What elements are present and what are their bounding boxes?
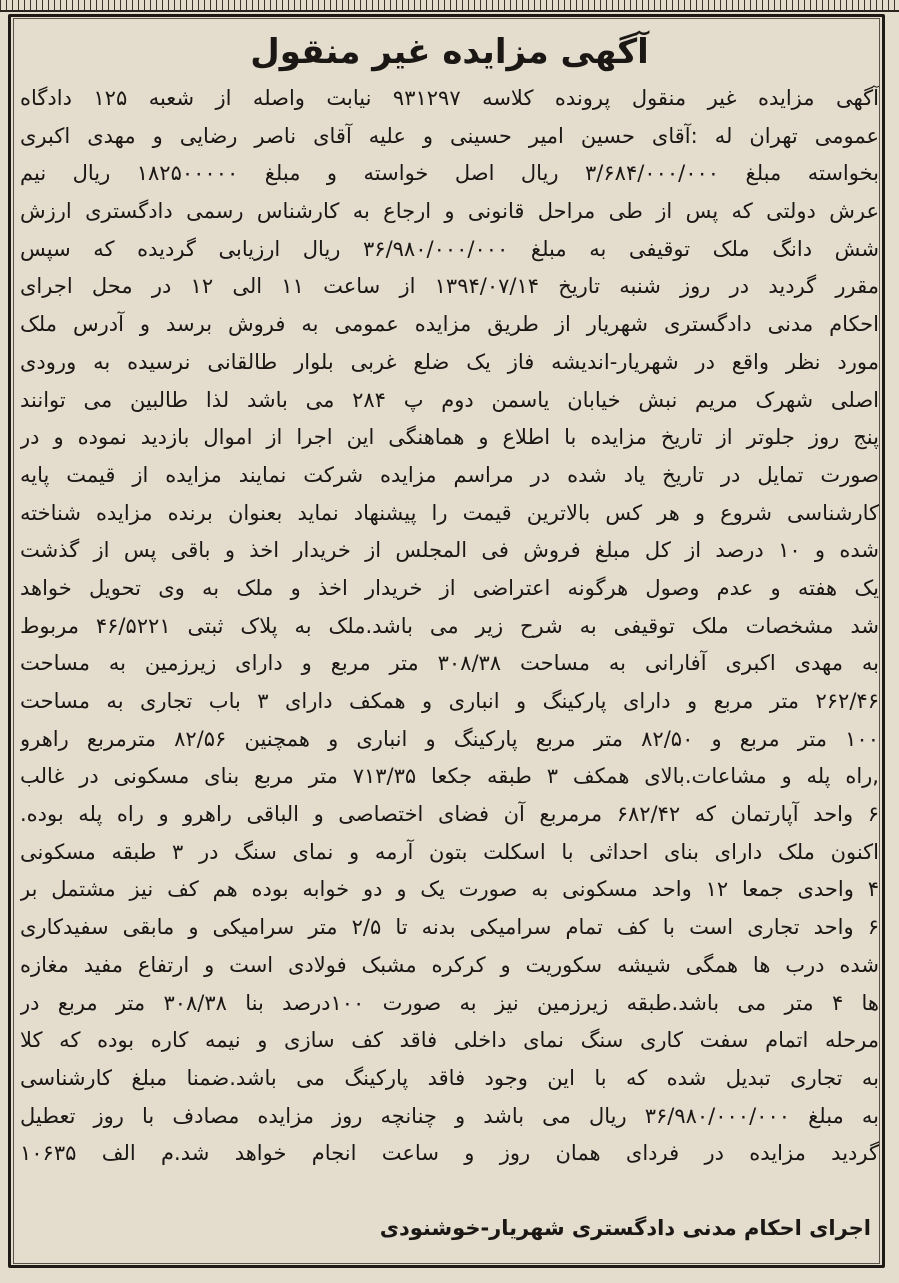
notice-body-line: ۲۶۲/۴۶ متر مربع و دارای پارکینگ و انباری و همکف دارای ۳ باب تجاری به مساحت: [20, 689, 879, 713]
notice-body-line: ۶ واحد آپارتمان که ۶۸۲/۴۲ مرمربع آن فضای اختصاصی و الباقی راهرو و راه پله بوده.: [20, 802, 879, 827]
notice-body-line: عرش دولتی که پس از طی مراحل قانونی و ارجاع به کارشناس رسمی دادگستری ارزش: [20, 199, 879, 224]
notice-body-line: به مهدی اکبری آفارانی به مساحت ۳۰۸/۳۸ متر مربع و دارای زیرزمین به مساحت: [20, 651, 879, 676]
notice-body-line: آگهی مزایده غیر منقول پرونده کلاسه ۹۳۱۲۹۷ نیابت واصله از شعبه ۱۲۵ دادگاه: [20, 86, 879, 110]
notice-body-line: شش دانگ ملک توقیفی به مبلغ ۳۶/۹۸۰/۰۰۰/۰۰۰ ریال ارزیابی گردیده که سپس: [20, 236, 879, 261]
notice-body-line: احکام مدنی دادگستری شهریار از طریق مزایده عمومی به فروش برسد و آدرس ملک: [20, 312, 879, 337]
notice-body-line: بخواسته مبلغ ۳/۶۸۴/۰۰۰/۰۰۰ ریال اصل خواسته و مبلغ ۱۸۲۵۰۰۰۰۰ ریال نیم: [20, 161, 879, 186]
notice-body-line: عمومی تهران له :آقای حسین امیر حسینی و علیه آقای ناصر رضایی و مهدی اکبری: [20, 123, 879, 148]
notice-body-line: پنج روز جلوتر از تاریخ مزایده با اطلاع و هماهنگی این اجرا از اموال بازدید نموده و در: [20, 425, 879, 450]
notice-body-line: به تجاری تبدیل شده که با این وجود فاقد پارکینگ می باشد.ضمنا مبلغ کارشناسی: [20, 1065, 879, 1090]
notice-signature: اجرای احکام مدنی دادگستری شهریار-خوشنودی: [379, 1216, 871, 1240]
notice-body-line: اصلی شهرک مریم نبش خیابان یاسمن دوم پ ۲۸۴ می باشد لذا طالبین می توانند: [20, 387, 879, 412]
notice-body-line: صورت تمایل در تاریخ یاد شده در مراسم مزایده شرکت نمایند مزایده از قیمت پایه: [20, 462, 879, 487]
notice-title: آگهی مزایده غیر منقول: [250, 32, 649, 72]
notice-body-line: ,راه پله و مشاعات.بالای همکف ۳ طبقه جکعا ۷۱۳/۳۵ متر مربع بنای مسکونی در غالب: [20, 764, 879, 789]
notice-body: [20, 80, 879, 1173]
notice-body-line: شده درب ها همگی شیشه سکوریت و کرکره مشبک فولادی است و ارتفاع مفید مغازه: [20, 952, 879, 977]
notice-body-line: اکنون ملک دارای بنای احداثی با اسکلت بتون آرمه و نمای سنگ در ۳ طبقه مسکونی: [20, 839, 879, 864]
notice-body-line: شده و ۱۰ درصد از کل مبلغ فروش فی المجلس از خریدار اخذ و باقی پس از گذشت: [20, 538, 879, 563]
notice-body-line: ۴ واحدی جمعا ۱۲ واحد مسکونی به صورت یک و دو خوابه بوده هم کف نیز مشتمل بر: [20, 877, 879, 902]
notice-body-line: به مبلغ ۳۶/۹۸۰/۰۰۰/۰۰۰ ریال می باشد و چنانچه روز مزایده مصادف با روز تعطیل: [20, 1103, 879, 1128]
notice-body-line: مورد نظر واقع در شهریار-اندیشه فاز یک ضلع غربی بلوار طالقانی نرسیده به ورودی: [20, 349, 879, 374]
notice-body-line: ۱۰۰ متر مربع و ۸۲/۵۰ متر مربع پارکینگ و انباری و همچنین ۸۲/۵۶ مترمربع راهرو: [20, 726, 879, 751]
notice-body-line: ها ۴ متر می باشد.طبقه زیرزمین نیز به صورت ۱۰۰درصد بنا ۳۰۸/۳۸ متر مربع در: [20, 990, 879, 1015]
notice-body-line: ۶ واحد تجاری است با کف تمام سرامیکی بدنه تا ۲/۵ متر سرامیکی و مابقی سفیدکاری: [20, 915, 879, 940]
notice-body-line: شد مشخصات ملک توقیفی به شرح زیر می باشد.ملک به پلاک ثبتی ۴۶/۵۲۲۱ مربوط: [20, 613, 879, 638]
top-border-rule: [0, 0, 899, 12]
notice-body-line: مقرر گردید در روز شنبه تاریخ ۱۳۹۴/۰۷/۱۴ از ساعت ۱۱ الی ۱۲ در محل اجرای: [20, 274, 879, 299]
notice-body-line: کارشناسی شروع و هر کس بالاترین قیمت را پیشنهاد نماید بعنوان برنده مزایده شناخته: [20, 500, 879, 525]
notice-body-line: مرحله اتمام سفت کاری سنگ نمای داخلی فاقد کف سازی و نیمه کاره بوده که کلا: [20, 1028, 879, 1053]
notice-body-line: گردید مزایده در فردای همان روز و ساعت انجام خواهد شد.م الف ۱۰۶۳۵: [20, 1141, 879, 1166]
notice-body-line: یک هفته و عدم وصول هرگونه اعتراضی از خریدار اخذ و ملک به وی تحویل خواهد: [20, 575, 879, 600]
